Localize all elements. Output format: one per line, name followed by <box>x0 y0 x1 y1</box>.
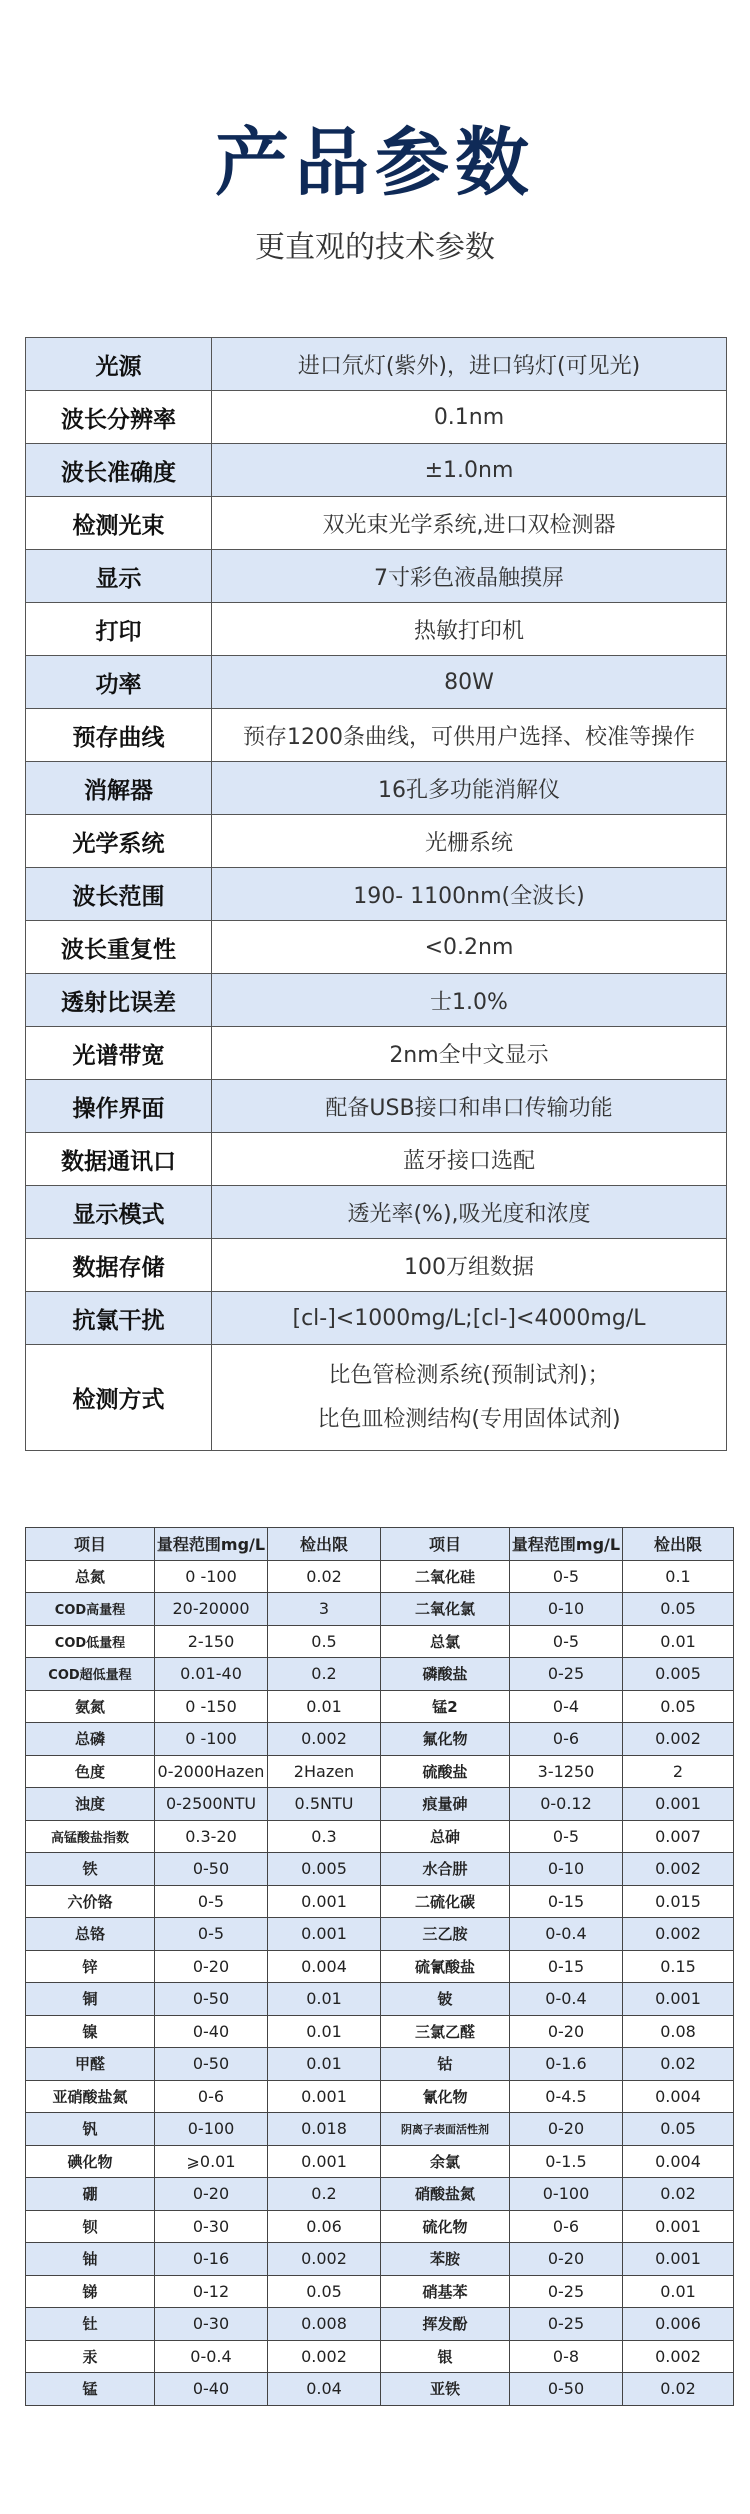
spec-value-line: 比色管检测系统(预制试剂)； <box>328 1362 610 1388</box>
spec-row <box>26 656 727 709</box>
spec-label: 检测方式 <box>26 1345 212 1451</box>
spec-row <box>26 1186 727 1239</box>
item-name: COD超低量程 <box>26 1658 155 1691</box>
item-name: 硫化物 <box>381 2210 510 2243</box>
item-range: 0-2500NTU <box>155 1788 268 1821</box>
item-detection-limit: 0.002 <box>623 1918 734 1951</box>
items-row <box>26 1755 734 1788</box>
item-name: 挥发酚 <box>381 2308 510 2341</box>
item-range: 0-5 <box>155 1885 268 1918</box>
items-row <box>26 1625 734 1658</box>
item-range: 0-25 <box>510 2308 623 2341</box>
items-column-header: 量程范围mg/L <box>510 1528 623 1561</box>
item-detection-limit: 0.002 <box>623 2340 734 2373</box>
spec-row <box>26 709 727 762</box>
item-name: 锰 <box>26 2373 155 2406</box>
item-range: 0 -150 <box>155 1690 268 1723</box>
item-name: 总氮 <box>26 1560 155 1593</box>
spec-row <box>26 974 727 1027</box>
spec-value: 进口氘灯(紫外)，进口钨灯(可见光) <box>212 338 727 391</box>
item-range: 0-4 <box>510 1690 623 1723</box>
item-detection-limit: 0.002 <box>268 1723 381 1756</box>
item-detection-limit: 0.02 <box>623 2048 734 2081</box>
item-detection-limit: 0.3 <box>268 1820 381 1853</box>
item-name: 银 <box>381 2340 510 2373</box>
item-range: 0-5 <box>510 1560 623 1593</box>
item-detection-limit: 0.02 <box>268 1560 381 1593</box>
spec-row <box>26 921 727 974</box>
spec-value: <0.2nm <box>212 921 727 974</box>
item-detection-limit: 0.01 <box>623 1625 734 1658</box>
item-name: 甲醛 <box>26 2048 155 2081</box>
item-range: 0-25 <box>510 2275 623 2308</box>
spec-row <box>26 1133 727 1186</box>
item-range: 0-2000Hazen <box>155 1755 268 1788</box>
item-name: 铍 <box>381 1983 510 2016</box>
spec-value: 士1.0% <box>212 974 727 1027</box>
spec-label: 检测光束 <box>26 497 212 550</box>
items-row <box>26 2243 734 2276</box>
spec-value: 光栅系统 <box>212 815 727 868</box>
item-detection-limit: 0.002 <box>268 2340 381 2373</box>
spec-value: [cl-]<1000mg/L;[cl-]<4000mg/L <box>212 1292 727 1345</box>
item-range: 20-20000 <box>155 1593 268 1626</box>
items-column-header: 项目 <box>26 1528 155 1561</box>
item-range: 0-1.6 <box>510 2048 623 2081</box>
item-detection-limit: 0.05 <box>623 2113 734 2146</box>
item-range: 0-40 <box>155 2373 268 2406</box>
spec-label: 数据存储 <box>26 1239 212 1292</box>
item-name: COD高量程 <box>26 1593 155 1626</box>
item-range: 0-10 <box>510 1853 623 1886</box>
item-name: 铁 <box>26 1853 155 1886</box>
item-detection-limit: 0.004 <box>623 2080 734 2113</box>
spec-value: 蓝牙接口选配 <box>212 1133 727 1186</box>
item-range: 0-12 <box>155 2275 268 2308</box>
items-table <box>25 1527 734 2406</box>
item-range: 0-50 <box>155 1853 268 1886</box>
item-detection-limit: 0.01 <box>268 1690 381 1723</box>
spec-value-line: 比色皿检测结构(专用固体试剂) <box>317 1406 621 1432</box>
spec-label: 波长准确度 <box>26 444 212 497</box>
items-column-header: 检出限 <box>623 1528 734 1561</box>
item-range: 0-1.5 <box>510 2145 623 2178</box>
item-name: 三乙胺 <box>381 1918 510 1951</box>
item-detection-limit: 0.001 <box>623 2243 734 2276</box>
item-range: 0-6 <box>510 1723 623 1756</box>
items-row <box>26 1950 734 1983</box>
items-column-header: 项目 <box>381 1528 510 1561</box>
items-header-row <box>26 1528 734 1561</box>
spec-label: 操作界面 <box>26 1080 212 1133</box>
item-range: 0.01-40 <box>155 1658 268 1691</box>
items-column-header: 检出限 <box>268 1528 381 1561</box>
item-name: 锌 <box>26 1950 155 1983</box>
item-detection-limit: 2 <box>623 1755 734 1788</box>
item-range: 0-0.4 <box>155 2340 268 2373</box>
items-row <box>26 1560 734 1593</box>
spec-row <box>26 391 727 444</box>
spec-value: 双光束光学系统,进口双检测器 <box>212 497 727 550</box>
spec-value: 190- 1100nm(全波长) <box>212 868 727 921</box>
item-detection-limit: 0.02 <box>623 2373 734 2406</box>
item-detection-limit: 0.08 <box>623 2015 734 2048</box>
item-range: 0 -100 <box>155 1560 268 1593</box>
items-row <box>26 1658 734 1691</box>
items-column-header: 量程范围mg/L <box>155 1528 268 1561</box>
spec-label: 显示 <box>26 550 212 603</box>
item-name: 氨氮 <box>26 1690 155 1723</box>
item-name: 余氯 <box>381 2145 510 2178</box>
item-detection-limit: 0.2 <box>268 1658 381 1691</box>
items-row <box>26 2210 734 2243</box>
item-detection-limit: 0.001 <box>623 1983 734 2016</box>
spec-row <box>26 1239 727 1292</box>
items-row <box>26 2308 734 2341</box>
spec-row <box>26 550 727 603</box>
item-detection-limit: 0.05 <box>623 1690 734 1723</box>
spec-value: 配备USB接口和串口传输功能 <box>212 1080 727 1133</box>
spec-row <box>26 1345 727 1451</box>
item-name: 锑 <box>26 2275 155 2308</box>
item-detection-limit: 0.01 <box>268 2048 381 2081</box>
item-name: 浊度 <box>26 1788 155 1821</box>
spec-row <box>26 1292 727 1345</box>
spec-label: 光谱带宽 <box>26 1027 212 1080</box>
item-range: 0-25 <box>510 1658 623 1691</box>
item-name: 钡 <box>26 2210 155 2243</box>
item-detection-limit: 0.005 <box>623 1658 734 1691</box>
item-name: 磷酸盐 <box>381 1658 510 1691</box>
item-name: 镍 <box>26 2015 155 2048</box>
item-detection-limit: 0.2 <box>268 2178 381 2211</box>
items-row <box>26 1820 734 1853</box>
item-name: 氟化物 <box>381 1723 510 1756</box>
item-name: 二氧化氯 <box>381 1593 510 1626</box>
item-range: 0-20 <box>510 2015 623 2048</box>
item-name: 三氯乙醛 <box>381 2015 510 2048</box>
item-name: 总铬 <box>26 1918 155 1951</box>
items-row <box>26 1918 734 1951</box>
item-range: 0-0.4 <box>510 1918 623 1951</box>
spec-label: 波长分辨率 <box>26 391 212 444</box>
item-range: 0-20 <box>155 1950 268 1983</box>
item-range: 0 -100 <box>155 1723 268 1756</box>
item-detection-limit: 0.002 <box>623 1723 734 1756</box>
item-detection-limit: 0.008 <box>268 2308 381 2341</box>
item-detection-limit: 0.02 <box>623 2178 734 2211</box>
spec-row <box>26 603 727 656</box>
spec-label: 消解器 <box>26 762 212 815</box>
item-name: 氰化物 <box>381 2080 510 2113</box>
spec-label: 功率 <box>26 656 212 709</box>
item-detection-limit: 0.05 <box>268 2275 381 2308</box>
item-name: 六价铬 <box>26 1885 155 1918</box>
item-range: 2-150 <box>155 1625 268 1658</box>
item-range: 0-100 <box>510 2178 623 2211</box>
item-range: 0-15 <box>510 1950 623 1983</box>
spec-table <box>25 337 727 1451</box>
item-name: 亚铁 <box>381 2373 510 2406</box>
spec-label: 透射比误差 <box>26 974 212 1027</box>
spec-label: 显示模式 <box>26 1186 212 1239</box>
item-detection-limit: 0.01 <box>268 2015 381 2048</box>
item-range: 0-5 <box>510 1820 623 1853</box>
spec-value: 预存1200条曲线，可供用户选择、校准等操作 <box>212 709 727 762</box>
item-name: 碘化物 <box>26 2145 155 2178</box>
spec-value: 100万组数据 <box>212 1239 727 1292</box>
items-row <box>26 2048 734 2081</box>
item-detection-limit: 0.002 <box>268 2243 381 2276</box>
item-range: 0-0.12 <box>510 1788 623 1821</box>
item-range: 0-16 <box>155 2243 268 2276</box>
page-header <box>0 0 750 268</box>
items-row <box>26 2145 734 2178</box>
item-name: 硼 <box>26 2178 155 2211</box>
item-name: 总砷 <box>381 1820 510 1853</box>
items-row <box>26 1723 734 1756</box>
item-detection-limit: 0.005 <box>268 1853 381 1886</box>
item-name: 硝酸盐氮 <box>381 2178 510 2211</box>
item-name: 色度 <box>26 1755 155 1788</box>
item-detection-limit: 0.04 <box>268 2373 381 2406</box>
item-detection-limit: 0.01 <box>623 2275 734 2308</box>
item-name: 硝基苯 <box>381 2275 510 2308</box>
item-name: 亚硝酸盐氮 <box>26 2080 155 2113</box>
spec-label: 光源 <box>26 338 212 391</box>
item-name: 高锰酸盐指数 <box>26 1820 155 1853</box>
spec-value: 7寸彩色液晶触摸屏 <box>212 550 727 603</box>
item-name: 总氯 <box>381 1625 510 1658</box>
spec-value <box>212 1345 727 1451</box>
items-row <box>26 2275 734 2308</box>
item-detection-limit: 0.01 <box>268 1983 381 2016</box>
items-row <box>26 2340 734 2373</box>
items-row <box>26 2113 734 2146</box>
item-name: 水合肼 <box>381 1853 510 1886</box>
item-detection-limit: 3 <box>268 1593 381 1626</box>
item-detection-limit: 0.001 <box>623 1788 734 1821</box>
items-row <box>26 2178 734 2211</box>
item-range: 0-0.4 <box>510 1983 623 2016</box>
item-detection-limit: 0.001 <box>268 1918 381 1951</box>
item-detection-limit: 0.5 <box>268 1625 381 1658</box>
item-range: ⩾0.01 <box>155 2145 268 2178</box>
item-name: 痕量砷 <box>381 1788 510 1821</box>
item-range: 0-6 <box>155 2080 268 2113</box>
item-range: 0-6 <box>510 2210 623 2243</box>
spec-label: 数据通讯口 <box>26 1133 212 1186</box>
items-row <box>26 2373 734 2406</box>
item-detection-limit: 0.004 <box>268 1950 381 1983</box>
spec-value: 热敏打印机 <box>212 603 727 656</box>
item-detection-limit: 0.001 <box>268 2145 381 2178</box>
spec-value: 2nm全中文显示 <box>212 1027 727 1080</box>
item-range: 0-10 <box>510 1593 623 1626</box>
spec-label: 光学系统 <box>26 815 212 868</box>
item-detection-limit: 0.018 <box>268 2113 381 2146</box>
item-range: 0-50 <box>510 2373 623 2406</box>
item-detection-limit: 0.002 <box>623 1853 734 1886</box>
item-name: 阴离子表面活性剂 <box>381 2113 510 2146</box>
item-name: 钒 <box>26 2113 155 2146</box>
spec-value: 16孔多功能消解仪 <box>212 762 727 815</box>
spec-row <box>26 444 727 497</box>
item-range: 0-50 <box>155 2048 268 2081</box>
items-row <box>26 1690 734 1723</box>
item-range: 0-15 <box>510 1885 623 1918</box>
spec-value: ±1.0nm <box>212 444 727 497</box>
spec-label: 波长重复性 <box>26 921 212 974</box>
item-detection-limit: 0.5NTU <box>268 1788 381 1821</box>
item-name: 钍 <box>26 2308 155 2341</box>
item-detection-limit: 0.1 <box>623 1560 734 1593</box>
item-name: 硫酸盐 <box>381 1755 510 1788</box>
spec-label: 预存曲线 <box>26 709 212 762</box>
items-row <box>26 1983 734 2016</box>
item-detection-limit: 0.006 <box>623 2308 734 2341</box>
item-range: 0-50 <box>155 1983 268 2016</box>
item-name: 二氧化硅 <box>381 1560 510 1593</box>
item-range: 0.3-20 <box>155 1820 268 1853</box>
item-detection-limit: 0.001 <box>623 2210 734 2243</box>
page-title: 产品参数 <box>215 120 535 206</box>
spec-row <box>26 868 727 921</box>
items-row <box>26 1788 734 1821</box>
items-row <box>26 1593 734 1626</box>
item-name: 锰2 <box>381 1690 510 1723</box>
items-row <box>26 1853 734 1886</box>
item-name: COD低量程 <box>26 1625 155 1658</box>
item-range: 0-30 <box>155 2308 268 2341</box>
item-range: 0-8 <box>510 2340 623 2373</box>
item-range: 0-40 <box>155 2015 268 2048</box>
item-range: 0-30 <box>155 2210 268 2243</box>
spec-value: 0.1nm <box>212 391 727 444</box>
spec-value: 透光率(%),吸光度和浓度 <box>212 1186 727 1239</box>
spec-label: 打印 <box>26 603 212 656</box>
item-name: 钴 <box>381 2048 510 2081</box>
item-range: 3-1250 <box>510 1755 623 1788</box>
items-row <box>26 2015 734 2048</box>
item-detection-limit: 0.004 <box>623 2145 734 2178</box>
spec-label: 波长范围 <box>26 868 212 921</box>
item-name: 苯胺 <box>381 2243 510 2276</box>
spec-row <box>26 1027 727 1080</box>
item-range: 0-100 <box>155 2113 268 2146</box>
item-range: 0-5 <box>510 1625 623 1658</box>
item-detection-limit: 0.007 <box>623 1820 734 1853</box>
item-name: 硫氰酸盐 <box>381 1950 510 1983</box>
item-range: 0-20 <box>155 2178 268 2211</box>
items-row <box>26 2080 734 2113</box>
page-subtitle: 更直观的技术参数 <box>255 230 495 265</box>
item-name: 二硫化碳 <box>381 1885 510 1918</box>
item-range: 0-4.5 <box>510 2080 623 2113</box>
spec-row <box>26 497 727 550</box>
item-name: 铀 <box>26 2243 155 2276</box>
spec-row <box>26 1080 727 1133</box>
items-row <box>26 1885 734 1918</box>
item-range: 0-5 <box>155 1918 268 1951</box>
item-detection-limit: 0.06 <box>268 2210 381 2243</box>
spec-value: 80W <box>212 656 727 709</box>
item-range: 0-20 <box>510 2113 623 2146</box>
spec-row <box>26 338 727 391</box>
item-detection-limit: 0.15 <box>623 1950 734 1983</box>
spec-label: 抗氯干扰 <box>26 1292 212 1345</box>
item-name: 汞 <box>26 2340 155 2373</box>
item-detection-limit: 0.001 <box>268 1885 381 1918</box>
item-name: 铜 <box>26 1983 155 2016</box>
item-detection-limit: 0.001 <box>268 2080 381 2113</box>
item-detection-limit: 0.05 <box>623 1593 734 1626</box>
item-detection-limit: 0.015 <box>623 1885 734 1918</box>
item-name: 总磷 <box>26 1723 155 1756</box>
item-range: 0-20 <box>510 2243 623 2276</box>
spec-row <box>26 815 727 868</box>
item-detection-limit: 2Hazen <box>268 1755 381 1788</box>
spec-row <box>26 762 727 815</box>
